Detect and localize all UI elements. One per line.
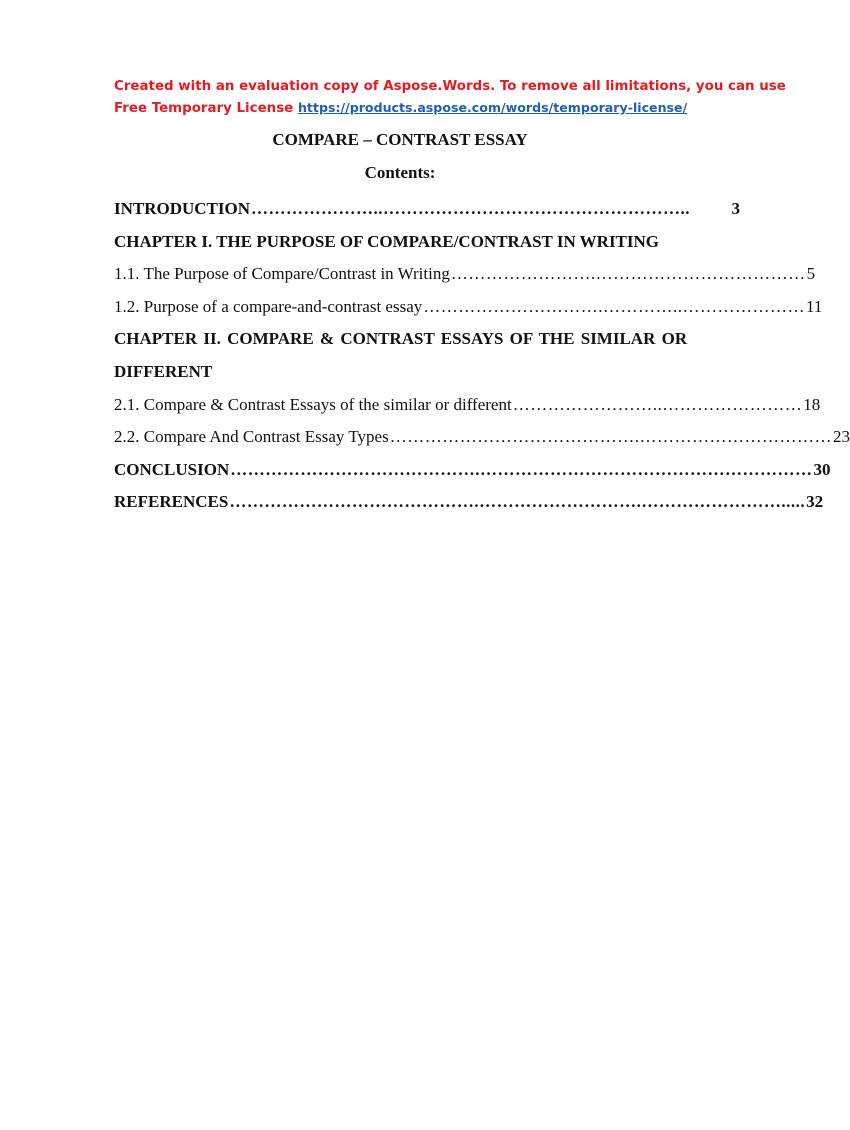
toc-entry-section-1-2[interactable]	[114, 291, 823, 324]
toc-page-number: 11	[806, 296, 823, 316]
watermark-line-2	[114, 97, 754, 119]
toc-entry-section-2-2[interactable]	[114, 421, 850, 454]
toc-entry-chapter-2-continued[interactable]	[114, 356, 742, 389]
dot-leader: …………………..……………………………………………..	[251, 199, 691, 218]
toc-entry-label: 1.1. The Purpose of Compare/Contrast in Writing	[114, 264, 450, 284]
toc-entry-label: REFERENCES	[114, 492, 229, 512]
temporary-license-link[interactable]: https://products.aspose.com/words/temporary-license/	[297, 100, 688, 115]
dot-leader: …………………………………….…………………………………………………	[230, 459, 813, 479]
watermark-line-1: Created with an evaluation copy of Aspose.Words. To remove all limitations, you can use	[114, 79, 786, 94]
dot-leader: ………………………….…………..…………………	[423, 296, 806, 316]
dot-leader: ……………………..……………………	[512, 394, 803, 414]
toc-entry-label: CHAPTER II. COMPARE & CONTRAST ESSAYS OF THE SIMILAR OR	[114, 329, 688, 349]
contents-heading: Contents:	[364, 163, 436, 182]
toc-entry-chapter-2[interactable]	[114, 323, 742, 356]
toc-entry-label: INTRODUCTION	[114, 199, 251, 218]
toc-entry-introduction[interactable]	[114, 193, 742, 226]
toc-page-number: 30	[813, 459, 831, 479]
toc-entry-label: CONCLUSION	[114, 459, 230, 479]
toc-entry-label: DIFFERENT	[114, 361, 213, 381]
toc-entry-section-1-1[interactable]	[114, 258, 816, 291]
toc-page-number: 3	[731, 199, 740, 218]
toc-entry-section-2-1[interactable]	[114, 389, 821, 422]
toc-page-number: 32	[806, 492, 824, 512]
dot-leader: …………………………………….……………………….…………………….....	[229, 492, 806, 512]
dot-leader: …………………………………….……………………………	[389, 427, 832, 447]
toc-entry-label: 1.2. Purpose of a compare-and-contrast essay	[114, 296, 423, 316]
evaluation-watermark	[114, 76, 786, 119]
toc-entry-chapter-1[interactable]	[114, 226, 742, 259]
document-title: COMPARE – CONTRAST ESSAY	[272, 130, 528, 149]
toc-entry-label: 2.2. Compare And Contrast Essay Types	[114, 427, 389, 447]
toc-entry-references[interactable]	[114, 486, 824, 519]
toc-page-number: 23	[832, 427, 850, 447]
watermark-license-label: Free Temporary License	[114, 101, 294, 116]
toc-page-number: 18	[803, 394, 821, 414]
toc-entry-label: 2.1. Compare & Contrast Essays of the similar or different	[114, 394, 512, 414]
toc-entry-label: CHAPTER I. THE PURPOSE OF COMPARE/CONTRAST IN WRITING	[114, 231, 660, 251]
table-of-contents	[114, 193, 850, 519]
dot-leader: …………………….………………………………	[450, 264, 806, 284]
toc-entry-conclusion[interactable]	[114, 454, 831, 487]
toc-page-number: 5	[806, 264, 816, 284]
